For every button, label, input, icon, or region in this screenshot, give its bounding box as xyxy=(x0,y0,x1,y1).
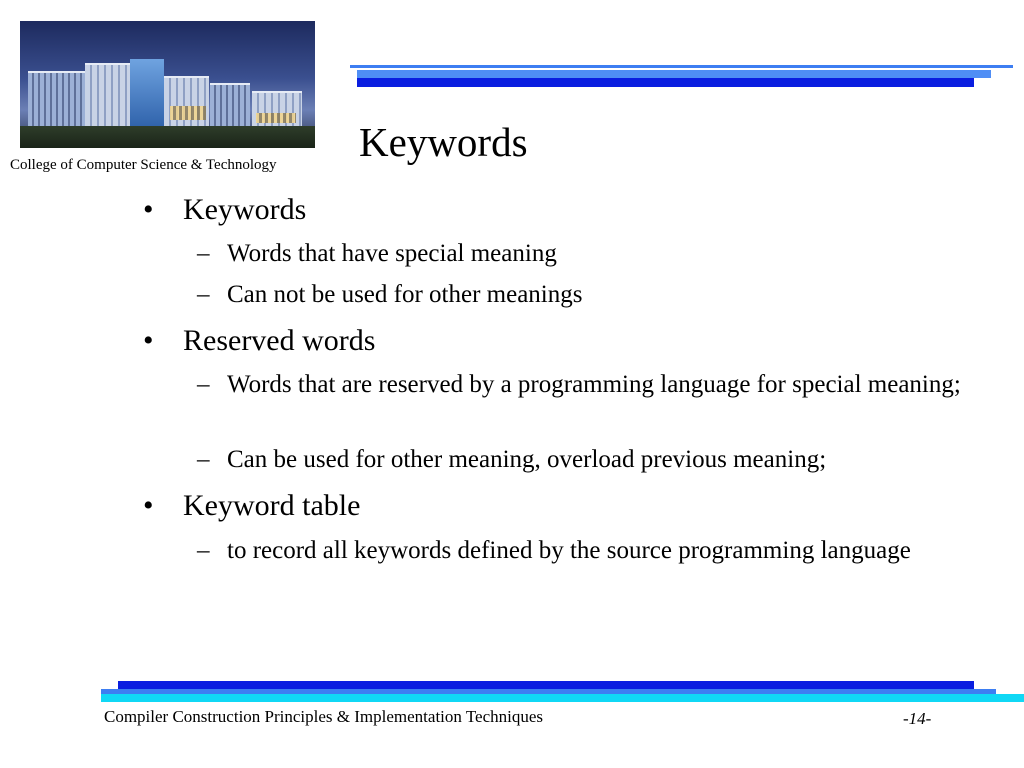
footer-course-title: Compiler Construction Principles & Implementation Techniques xyxy=(104,707,544,726)
college-label: College of Computer Science & Technology xyxy=(10,157,277,173)
campus-building-photo xyxy=(20,21,315,148)
sub-bullet-mark: – xyxy=(197,281,210,308)
sub-bullet-mark: – xyxy=(197,446,210,473)
header-rule-thick xyxy=(357,78,974,87)
sub-bullet-text: Can be used for other meaning, overload previous meaning; xyxy=(227,446,827,473)
slide-title: Keywords xyxy=(359,119,528,165)
header-rule-mid xyxy=(357,70,991,78)
bullet-label: Keyword table xyxy=(183,489,361,522)
footer-rule-thick xyxy=(118,681,974,689)
page-number: -14- xyxy=(903,709,932,728)
sub-bullet-mark: – xyxy=(197,371,210,398)
header-rule-thin xyxy=(350,65,1013,68)
bullet-mark: • xyxy=(143,193,154,226)
bullet-mark: • xyxy=(143,324,154,357)
sub-bullet-text: Words that have special meaning xyxy=(227,240,557,267)
footer-rule-cyan xyxy=(101,694,1024,702)
sub-bullet-text: Can not be used for other meanings xyxy=(227,281,583,308)
sub-bullet-mark: – xyxy=(197,537,210,564)
sub-bullet-text: Words that are reserved by a programming language for special meaning; xyxy=(227,371,961,398)
bullet-label: Reserved words xyxy=(183,324,376,357)
bullet-mark: • xyxy=(143,489,154,522)
sub-bullet-text: to record all keywords defined by the source programming language xyxy=(227,537,911,564)
sub-bullet-mark: – xyxy=(197,240,210,267)
bullet-label: Keywords xyxy=(183,193,307,226)
